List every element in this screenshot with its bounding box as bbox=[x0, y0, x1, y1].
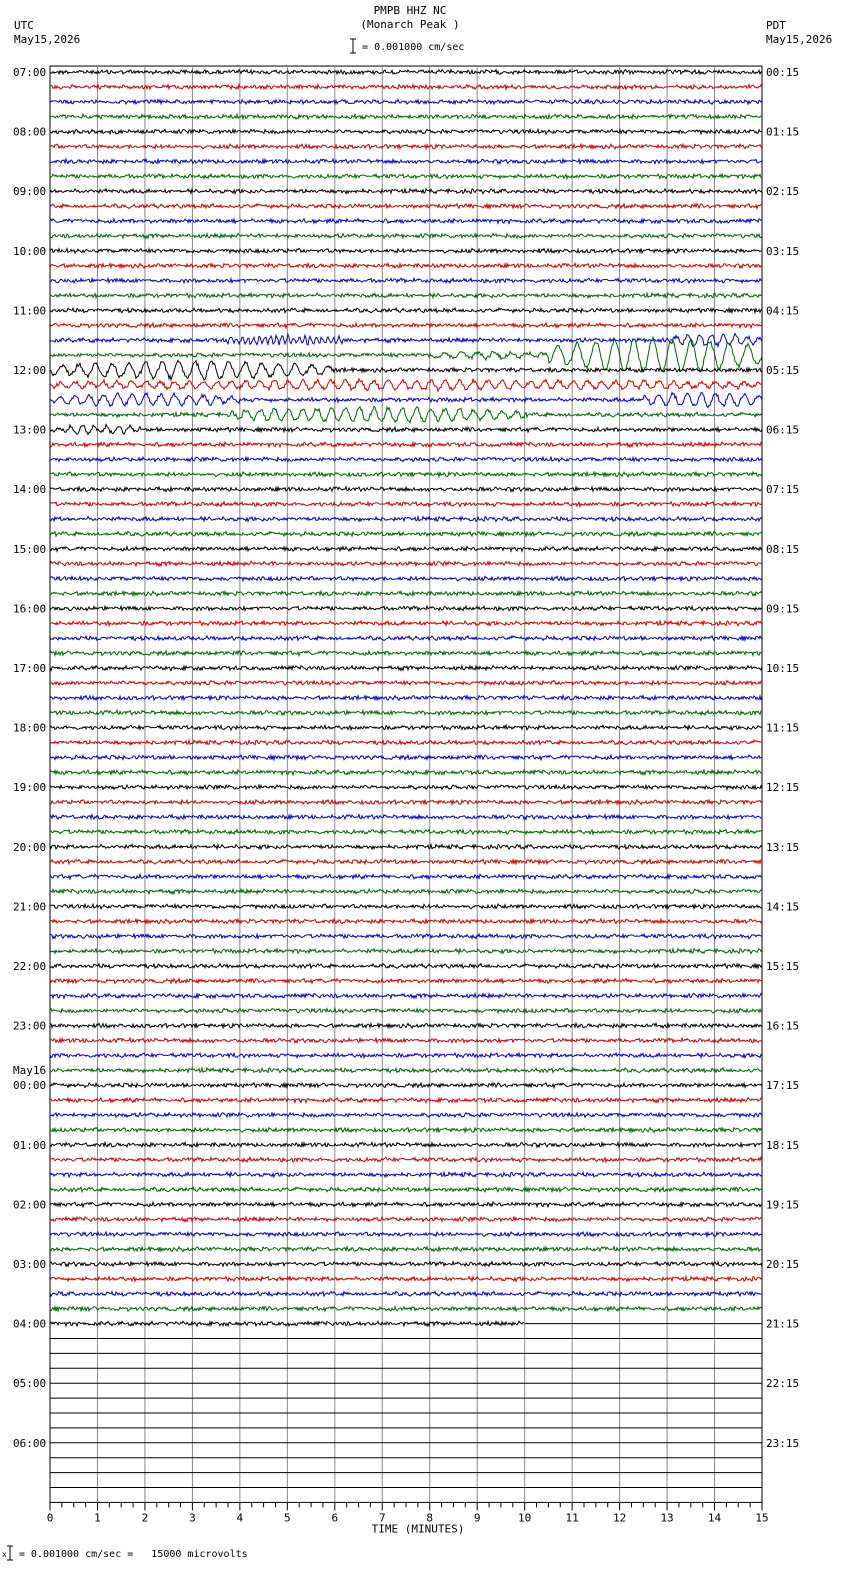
pdt-hour-label: 01:15 bbox=[766, 125, 800, 139]
pdt-hour-label: 18:15 bbox=[766, 1138, 800, 1152]
footer-scale-bar-icon bbox=[7, 1545, 13, 1561]
scale-legend-text: = 0.001000 cm/sec bbox=[362, 42, 465, 53]
x-tick-label: 13 bbox=[660, 1511, 674, 1525]
trace-line bbox=[50, 472, 762, 477]
pdt-hour-label: 22:15 bbox=[766, 1377, 800, 1391]
trace-line bbox=[50, 1232, 762, 1237]
trace-line bbox=[50, 904, 762, 909]
trace-line bbox=[50, 278, 762, 283]
trace-line bbox=[50, 919, 762, 924]
x-tick-label: 10 bbox=[518, 1511, 532, 1525]
utc-hour-label: 18:00 bbox=[13, 721, 47, 735]
pdt-hour-label: 21:15 bbox=[766, 1317, 800, 1331]
trace-line bbox=[50, 248, 762, 253]
pdt-hour-label: 00:15 bbox=[766, 66, 800, 79]
x-axis-label: TIME (MINUTES) bbox=[371, 1522, 465, 1536]
trace-line bbox=[50, 502, 762, 507]
utc-hour-label: 15:00 bbox=[13, 542, 47, 556]
trace-line bbox=[50, 1291, 762, 1296]
trace-line bbox=[50, 406, 762, 423]
trace-line bbox=[50, 174, 762, 179]
pdt-hour-label: 15:15 bbox=[766, 960, 800, 973]
trace-line bbox=[50, 1053, 762, 1058]
utc-hour-label: 13:00 bbox=[13, 423, 47, 437]
pdt-hour-label: 19:15 bbox=[766, 1198, 800, 1212]
trace-line bbox=[50, 392, 762, 407]
station-title: PMPB HHZ NC bbox=[373, 4, 447, 17]
trace-line bbox=[50, 666, 762, 671]
trace-line bbox=[50, 800, 762, 805]
trace-line bbox=[50, 651, 762, 656]
pdt-tz-label: PDT bbox=[766, 19, 786, 32]
station-location: (Monarch Peak ) bbox=[360, 18, 460, 31]
trace-line bbox=[50, 379, 762, 391]
utc-hour-label: 02:00 bbox=[13, 1198, 47, 1212]
x-tick-label: 9 bbox=[473, 1511, 481, 1525]
x-tick-label: 1 bbox=[94, 1511, 101, 1525]
date-change-label: May16 bbox=[13, 1064, 47, 1078]
pdt-hour-label: 13:15 bbox=[766, 840, 800, 854]
trace-line bbox=[50, 874, 762, 879]
pdt-hour-label: 16:15 bbox=[766, 1019, 800, 1033]
trace-line bbox=[50, 85, 762, 90]
trace-line bbox=[50, 1262, 762, 1267]
trace-line bbox=[50, 129, 762, 134]
pdt-hour-label: 06:15 bbox=[766, 423, 800, 437]
trace-line bbox=[50, 442, 762, 447]
trace-line bbox=[50, 532, 762, 537]
trace-line bbox=[50, 308, 762, 313]
trace-line bbox=[50, 189, 762, 194]
pdt-hour-label: 02:15 bbox=[766, 185, 800, 199]
trace-line bbox=[50, 323, 762, 328]
trace-line bbox=[50, 1038, 762, 1043]
utc-hour-label: 04:00 bbox=[13, 1317, 47, 1331]
utc-hour-label: 17:00 bbox=[13, 662, 47, 675]
x-tick-label: 8 bbox=[426, 1511, 434, 1525]
trace-line bbox=[50, 1157, 762, 1162]
trace-line bbox=[50, 1098, 762, 1103]
trace-line bbox=[50, 1306, 762, 1311]
utc-tz-label: UTC bbox=[14, 19, 34, 32]
pdt-hour-label: 12:15 bbox=[766, 781, 800, 795]
utc-hour-label: 09:00 bbox=[13, 185, 47, 199]
trace-line bbox=[50, 487, 762, 492]
trace-line bbox=[50, 845, 762, 850]
trace-line bbox=[50, 457, 762, 462]
trace-line bbox=[50, 204, 762, 209]
trace-line bbox=[50, 425, 762, 435]
pdt-hour-label: 09:15 bbox=[766, 602, 800, 616]
trace-line bbox=[50, 636, 762, 641]
utc-date-label: May15,2026 bbox=[14, 33, 81, 46]
trace-line bbox=[50, 293, 762, 298]
trace-line bbox=[50, 100, 762, 105]
x-tick-label: 14 bbox=[707, 1511, 722, 1525]
pdt-hour-label: 05:15 bbox=[766, 364, 800, 377]
trace-line bbox=[50, 993, 762, 998]
utc-hour-label: 14:00 bbox=[13, 483, 47, 497]
trace-line bbox=[50, 591, 762, 596]
trace-line bbox=[50, 1172, 762, 1177]
utc-hour-label: 10:00 bbox=[13, 244, 47, 258]
trace-line bbox=[50, 889, 762, 894]
utc-hour-label: 16:00 bbox=[13, 602, 47, 616]
trace-line bbox=[50, 360, 762, 380]
utc-hour-label: 20:00 bbox=[13, 840, 47, 854]
x-tick-label: 6 bbox=[331, 1511, 339, 1525]
footer-scale-text: = 0.001000 cm/sec = 15000 microvolts bbox=[18, 1549, 248, 1560]
pdt-hour-label: 11:15 bbox=[766, 721, 800, 735]
trace-line bbox=[50, 934, 762, 939]
pdt-hour-label: 14:15 bbox=[766, 900, 800, 914]
trace-line bbox=[50, 263, 762, 268]
utc-hour-label: 11:00 bbox=[13, 304, 47, 318]
trace-line bbox=[50, 1187, 762, 1192]
trace-line bbox=[50, 561, 762, 566]
trace-line bbox=[50, 1142, 762, 1147]
trace-line bbox=[50, 576, 762, 581]
pdt-hour-label: 07:15 bbox=[766, 483, 800, 497]
pdt-hour-label: 17:15 bbox=[766, 1079, 800, 1093]
trace-line bbox=[50, 234, 762, 239]
trace-line bbox=[50, 159, 762, 164]
trace-line bbox=[50, 114, 762, 119]
utc-hour-label: 22:00 bbox=[13, 960, 47, 973]
utc-hour-label: 07:00 bbox=[13, 66, 47, 79]
trace-line bbox=[50, 517, 762, 522]
trace-line bbox=[50, 830, 762, 835]
pdt-hour-label: 23:15 bbox=[766, 1436, 800, 1450]
x-tick-label: 11 bbox=[565, 1511, 579, 1525]
pdt-hour-label: 04:15 bbox=[766, 304, 800, 318]
trace-line bbox=[50, 219, 762, 224]
utc-hour-label: 05:00 bbox=[13, 1377, 47, 1391]
trace-line bbox=[50, 1008, 762, 1013]
trace-line bbox=[50, 949, 762, 954]
pdt-date-label: May15,2026 bbox=[766, 33, 833, 46]
x-tick-label: 5 bbox=[284, 1511, 291, 1525]
trace-line bbox=[50, 1068, 762, 1073]
trace-line bbox=[50, 144, 762, 149]
trace-line bbox=[50, 815, 762, 820]
trace-line bbox=[50, 1023, 762, 1028]
trace-line bbox=[50, 710, 762, 715]
trace-line bbox=[50, 859, 762, 864]
trace-line bbox=[50, 770, 762, 775]
trace-line bbox=[50, 1202, 762, 1207]
trace-line bbox=[50, 740, 762, 745]
pdt-hour-label: 08:15 bbox=[766, 542, 800, 556]
trace-line bbox=[50, 1083, 762, 1088]
trace-line bbox=[50, 681, 762, 686]
x-tick-label: 4 bbox=[236, 1511, 244, 1525]
trace-line bbox=[50, 70, 762, 75]
trace-line bbox=[50, 755, 762, 760]
utc-hour-label: 23:00 bbox=[13, 1019, 47, 1033]
pdt-hour-label: 20:15 bbox=[766, 1258, 800, 1271]
utc-hour-label: 06:00 bbox=[13, 1436, 47, 1450]
trace-line bbox=[50, 606, 762, 611]
x-tick-label: 2 bbox=[141, 1511, 149, 1525]
footer-scale: x = 0.001000 cm/sec = 15000 microvolts bbox=[2, 1545, 248, 1562]
x-tick-label: 7 bbox=[378, 1511, 386, 1525]
trace-line bbox=[50, 725, 762, 730]
utc-hour-label: 00:00 bbox=[13, 1079, 47, 1093]
x-tick-label: 3 bbox=[189, 1511, 196, 1525]
utc-hour-label: 12:00 bbox=[13, 364, 47, 377]
trace-line bbox=[50, 1277, 762, 1282]
trace-line bbox=[50, 696, 762, 701]
trace-line bbox=[50, 964, 762, 969]
utc-hour-label: 08:00 bbox=[13, 125, 47, 139]
utc-hour-label: 19:00 bbox=[13, 781, 47, 795]
trace-line bbox=[50, 1247, 762, 1252]
trace-line bbox=[50, 979, 762, 984]
trace-line bbox=[50, 337, 762, 372]
trace-line bbox=[50, 621, 762, 626]
x-tick-label: 0 bbox=[46, 1511, 54, 1525]
trace-line bbox=[50, 1128, 762, 1133]
trace-line bbox=[50, 1217, 762, 1222]
utc-hour-label: 01:00 bbox=[13, 1138, 47, 1152]
utc-hour-label: 03:00 bbox=[13, 1258, 47, 1271]
pdt-hour-label: 03:15 bbox=[766, 244, 800, 258]
pdt-hour-label: 10:15 bbox=[766, 662, 800, 675]
x-tick-label: 15 bbox=[755, 1511, 769, 1525]
utc-hour-label: 21:00 bbox=[13, 900, 47, 914]
trace-line bbox=[50, 785, 762, 790]
x-tick-label: 12 bbox=[612, 1511, 627, 1525]
trace-line bbox=[50, 1113, 762, 1118]
trace-line bbox=[50, 547, 762, 552]
